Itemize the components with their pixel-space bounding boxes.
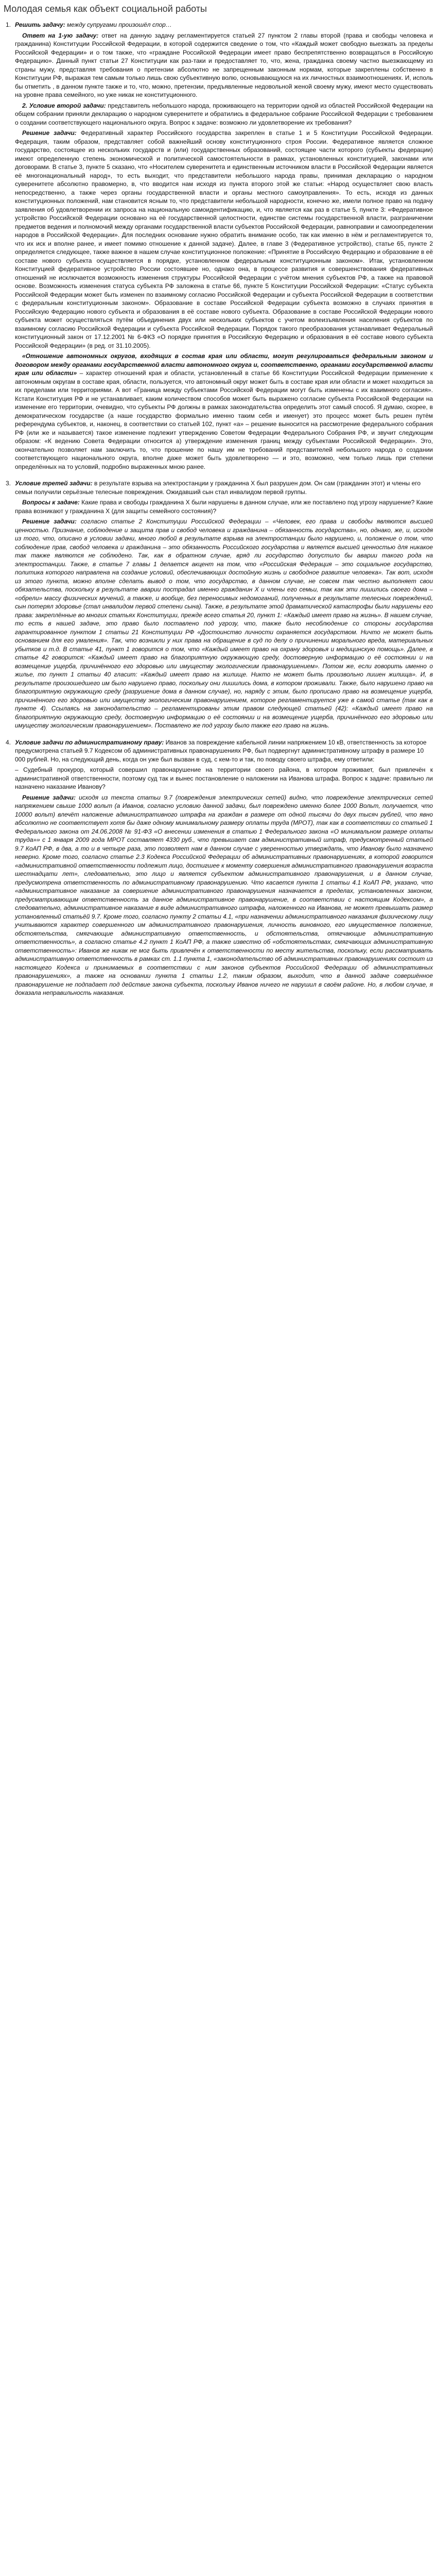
paragraph-lead: Вопросы к задаче: bbox=[22, 499, 80, 506]
paragraph-text: исходя из текста статьи 9.7 (повреждения электрических сетей) видно, что повреждение электрических сетей напряжением свыше 1000 вольт (а Иванов, согласно условию данной задачи, был повреждено именно более 1000 Вольт, получается, что 10000 вольт) влечёт наложение административного штрафа на граждан в размере от одной тысячи до двух тысяч рублей, что явно абсолютно не соответствует хотя бы даже одному минимальному размеру оплаты труда (МРОТ), так как в соответствии со статьей 1 Федерального закона от 24.06.2008 № 91-ФЗ «О внесении изменения в статью 1 Федерального закона «О минимальном размере оплаты труда»» с 1 января 2009 года МРОТ составляет 4330 руб., что превышает сам административный штраф, предусмотренный статьей 9.7 КоАП РФ, в два, а то и в четыре раза, это позволяет нам в данном случае с уверенностью утверждать, что Иванову было назначено неверно. Кроме того, согласно статье 2.3 Кодекса Российской Федерации об административных правонарушениях, в которой говорится «административной ответственности подлежит лицо, достигшее к моменту совершения административного правонарушения возраста шестнадцати лет», следовательно, это лицо и является субъектом административного правонарушения, и в данном случае, предусмотрена ответственность по административному правонарушению. Что касается пункта 1 статьи 4.1 КоАП РФ, указано, что «административное наказание за совершение административного правонарушения назначается в пределах, установленных законом, предусматривающим ответственность за данное административное правонарушение, в соответствии с настоящим Кодексом», а следовательно, административное наказание в виде административного штрафа, наложенного на Иванова, не может превышать размер установленный статьёй 9.7. Кроме того, согласно пункту 2 статьи 4.1, «при назначении административного наказания физическому лицу учитываются характер совершенного им административного правонарушения, личность виновного, его имущественное положение, обстоятельства, смягчающие административную ответственность, и обстоятельства, отягчающие административную ответственность», а согласно статье 4.2 пункт 1 КоАП РФ, а также известно об «обстоятельствах, смягчающих административную ответственность»: Иванов же никак не мог быть привлечён к ответственности по месту жительства, поскольку, если рассматривать административную ответственность в рамках ст. 1.1 пункта 1, «законодательство об административных правонарушениях состоит из настоящего Кодекса и принимаемых в соответствии с ним законов субъектов Российской Федерации об административных правонарушениях», а также на основании пункта 1 статьи 1.2, таким образом, выходит, что в данной задаче совершённое правонарушение не подпадает под действие закона субъекта, поскольку Иванов ничего не нарушил в своём районе. Но, в любом случае, я доказала неправильность наказания. bbox=[15, 793, 433, 996]
task-item-4 bbox=[4, 738, 433, 999]
paragraph-lead: Решение задачи: bbox=[22, 129, 77, 137]
task-statement bbox=[15, 21, 433, 29]
item-number: 1. bbox=[5, 21, 11, 28]
item-body bbox=[15, 479, 433, 732]
item-number: 4. bbox=[5, 738, 11, 746]
paragraph-lead: 2. Условие второй задачи: bbox=[22, 101, 106, 109]
item-number: 3. bbox=[5, 480, 11, 487]
paragraph-text: Какие права и свободы гражданина Х были нарушены в данном случае, или же поставлено под угрозу нарушение? Какие права возникают у гражданина Х (для защиты семейного состояния)? bbox=[15, 499, 433, 515]
item-body bbox=[15, 21, 433, 473]
solution-paragraph bbox=[15, 352, 433, 471]
task-statement bbox=[15, 479, 433, 496]
solution-paragraph bbox=[15, 793, 433, 997]
condition-paragraph bbox=[15, 101, 433, 127]
paragraph-text: – Судебный прокурор, который совершил правонарушение на территории своего района, в котором проживает, был привлечён к административной ответственности, поэтому суд так и вынес постановление о наложении на Иванова штрафа. Вопрос к задаче: правильно ли назначено наказание Иванову? bbox=[15, 766, 433, 790]
task-item-3 bbox=[4, 479, 433, 732]
paragraph-text: представитель небольшого народа, проживающего на территории одной из областей Российской Федерации на общем собрании приняли декларацию о народном суверенитете и обратились в федеральное собрание Российской Федерации с требованием о создании соответствующего национального округа. Вопрос к задаче: возможно ли удовлетворение их требования? bbox=[15, 101, 433, 126]
task-text: в результате взрыва на электростанции у гражданина Х был разрушен дом. Он сам (гражданин этот) и члены его семьи получили серьёзные телесные повреждения. Ожидавший сын стал инвалидом первой группы. bbox=[15, 480, 421, 496]
solution-paragraph bbox=[15, 129, 433, 350]
page-title: Молодая семья как объект социальной работы bbox=[4, 4, 207, 14]
quote-paragraph bbox=[15, 766, 433, 791]
task-label: Условие третей задачи: bbox=[15, 480, 93, 487]
questions-paragraph bbox=[15, 498, 433, 515]
paragraph-lead: Решение задачи: bbox=[22, 518, 77, 525]
answer-paragraph bbox=[15, 31, 433, 99]
paragraph-lead: Ответ на 1-ую задачу: bbox=[22, 31, 99, 39]
item-body bbox=[15, 738, 433, 999]
task-label: Решить задачу: bbox=[15, 21, 65, 28]
paragraph-text: ответ на данную задачу регламентируется статьей 27 пунктом 2 главы второй (права и свободы человека и гражданина) Конституции Российской Федерации, в которой содержится сведение о том, что «Каждый может свободно выезжать за пределы Российской Федерации» и о том также, что «граждане Российской Федерации имеет право беспрепятственно возвращаться в Российскую Федерацию». Данный пункт статьи 27 Конституции как раз-таки и предоставляет то, что, жена, гражданка своему частно выезжающему из страны мужу, представляя требования о претензии абсолютно не запрещенным законным нормам, которые закреплены собственно в Конституции РФ, выражая тем самым только лишь свою субъективную волю, основывающуюся на их личностных взаимоотношениях. И, исполь бы отметить , в данном пункте также и то, что, можно, претензии, предъявленные недовольной женой своему мужу, имеют место существовать на уровне права семейного, но уже никак не конституционного. bbox=[15, 31, 433, 98]
task-label: Условие задачи по административному праву: bbox=[15, 738, 164, 746]
task-statement bbox=[15, 738, 433, 764]
paragraph-text: – характер отношений края и области, установленный в статье 66 Конституции Российской Федерации применение к автономным округам в составе края, области, пользуется, что автономный округ может быть в составе края или области и может находиться за их пределами или территориями. А вот «Граница между субъектами Российской Федерации могут быть изменены с их взаимного согласия». Кстати Конституция РФ и не устанавливает, каким количеством способов может быть выражено согласие субъекта Российской Федерации на изменение его территории, очевидно, что субъекты РФ должны в рамках законодательства определить этот самый способ. Я думаю, скорее, в демократическом государстве (а наше государство формально именно таким себя и именует) это процесс может быть решен путём референдума субъектов, и, наконец, в соответствии со статьей 102, пункт «а» – решение выносится на рассмотрение федерального собрания РФ (или же и называется) такое изменение подлежит утверждению Советом Федерации Федерального Собрания РФ, и звучит следующим образом: «К ведению Совета Федерации относится а) утверждение изменения границ между субъектами Российской Федерации». Это, окончательно позволяет нам заключить то, что прошение по нашу им не требований представителей небольшого народа о создании соответствующего национального округа, вполне даже может быть удовлетворено — и это, возможно, чем только лишь при степени определённых на то условий, подробно выраженных мною ранее. bbox=[15, 369, 433, 470]
paragraph-lead: Решение задачи: bbox=[22, 793, 76, 801]
paragraph-text: Федеративный характер Российского государства закреплен в статье 1 и 5 Конституции Российской Федерации. Федерация, таким образом, представляет собой важнейший основу конституционного строя России. Федеративное является сложное государство, состоящее из нескольких государств и (или) государственных образований, состоящее части которого (субъекты федерации) имеют определенную степень экономической и политической самостоятельности в рамках, установленных конституцией, законами или договорами. В статье 3, пункте 5 сказано, что «Носителем суверенитета и единственным источником власти в Российской Федерации является её многонациональный народ», то есть выходит, что представители небольшого народа правы, принимая декларацию о народном суверенитете абсолютно правомерно, в, что вводится нам исходя из пункта второго этой же статьи: «Народ осуществляет свою власть непосредственно, а также через органы государственной власти и органы местного самоуправления». То есть, исходя из данных конституционных положений, нам становится ясным то, что представители небольшой народности, конечно же, имели полное право на подачу заявления об удовлетворении их запроса на национальную самоидентификацию, и, что является как раз в статье 5, пункте 3: «Федеративное устройство Российской Федерации основано на её государственной целостности, единстве системы государственной власти, разграничении предметов ведения и полномочий между органами государственной власти субъектов Российской Федерации, равноправии и самоопределении народов в Российской Федерации». Для последних основание нужно обратить внимание особо, так как именно в нём и регламентируется то, что их иск и вполне ранее, и имеет помимо отношение к данной задаче). Далее, в главе 3 (Федеративное устройство), статье 65, пункте 2 определяется следующее, также важное в нашем случае конституционное положение: «Принятие в Российскую Федерацию и образование в её составе нового субъекта осуществляется в порядке, установленном федеральным конституционным законом». Итак, установленном Конституцией федеративное устройство России состоявшее но, однако она, в процессе развития и совершенствования федеративных отношений не исключается возможность изменения структуры Российской Федерации с учётом мнения субъектов РФ, а также на правовой основе. Возможность изменения статуса субъекта РФ заложена в статье 66, пункте 5 Конституции Российской Федерации: «Статус субъекта Российской Федерации может быть изменен по взаимному согласию Российской Федерации и субъекта Российской Федерации в соответствии с федеральным конституционным законом». Образование в составе Российской Федерации субъекта возможно в случаях принятия в Российскую Федерацию нового субъекта и образования в её составе нового субъекта. Образование в составе Российской Федерации нового субъекта может осуществляться путём объединения двух или нескольких субъектов с учетом волеизъявления населения субъектов по взаимному согласию Российской Федерации и субъекта Российской Федерации. Порядок такого преобразования устанавливает Федеральный конституционный закон от 17.12.2001 № 6-ФКЗ «О порядке принятия в Российскую Федерацию и образования в её составе нового субъекта Российской Федерации» (в ред. от 31.10.2005). bbox=[15, 129, 433, 349]
task-text: Иванов за повреждение кабельной линии напряжением 10 кВ, ответственность за которое предусмотрена статьей 9.7 Кодексом об административных правонарушениях РФ, был подвергнут административному штрафу в размере 10 000 рублей. Но, на следующий день, когда он уже был вызван в суд, с кем-то и так, по поводу своего штрафа, ему ответили: bbox=[15, 738, 427, 763]
solution-paragraph bbox=[15, 517, 433, 730]
page bbox=[0, 0, 436, 1007]
paragraph-text: согласно статье 2 Конституции Российской Федерации – «Человек, его права и свободы являются высшей ценностью. Признание, соблюдение и защита прав и свобод человека и гражданина – обязанность государства», но, однако, же, и, исходя из того, что, описано в условии задачи, много любой в результате взрыва на электростанции было нарушено, и, положение о том, что соблюдение прав, свобод человека и гражданина – это обязанность Российского государства и является высшей ценностью для никакое так также являются не соблюдено. Так, как в обратном случае, вряд ли государство допустило бы аварии такого рода на электростанции. Также, в статье 7 главы 1 делается акцент на том, что «Российская Федерация – это социальное государство, политика которого направлена на создание условий, обеспечивающих достойную жизнь и свободное развитие человека». Так вот, исходя из этого пункта, можно вполне сделать вывод о том, что государство, в данном случае, не совсем так честно выполняет свои обязательства, поскольку в результате аварии пострадал именно гражданин Х и члены его семьи, так как эти лишились своего дома – «обрели» массу физических мучений, а также, и вообще, без переносимых недомоганий, полученных в результате телесных повреждений, сын потерял здоровье (стал инвалидом первой степени сына). Также, в результате этой драматической катастрофы были нарушены его права: закреплённые во многих статьях Конституции, прежде всего статья 20, пункт 1: «Каждый имеет право на жизнь». В нашем случае, то есть в нашей задаче, это право было поставлено под угрозу, что, также было несоблюдение со стороны государства гарантированное пунктом 1 статьи 21 Конституции РФ «Достоинство личности охраняется государством. Ничто не может быть основанием для его умаления». Так, что возникли у них права на обращение в суд по делу о причинении морального вреда, материальных убытков и т.д. В статье 41, пункт 1 говорится о том, что «Каждый имеет право на охрану здоровья и медицинскую помощь». Далее, в статье 42 говорится: «Каждый имеет право на благоприятную окружающую среду, достоверную информацию о её состоянии и на возмещение ущерба, причинённого его здоровью или имуществу экологическим правонарушением». Потом же, если говорить именно о жилье, то пункт 1 статьи 40 гласит: «Каждый имеет право на жилище. Никто не может быть произвольно лишен жилища». И, в результате произошедшего им было нарушено право, поскольку они лишились дома, в котором проживали. Также, было нарушено право на благоприятную окружающую среду (разрушение дома в данном случае), но, наряду с этим, было прописано право на возмещение ущерба, причинённого его здоровью или имуществу экологическим правонарушением, которое регламентируется уже в самой статье (так как в пункте 4). Ссылаясь на законодательство – регламентированы этим правом следующей статьей (42): «Каждый имеет право на благоприятную окружающую среду, достоверную информацию о её состоянии и на возмещение ущерба, причинённого его здоровью или имуществу экологическим правонарушением». Поставлено же под угрозу было также его право на жизнь. bbox=[15, 518, 433, 729]
paragraph-lead: «Отношение автономных округов, входящих в состав края или области, могут регулироваться федеральным законом и договором между органами государственной власти автономного округа и, соответственно, органами государственной власти края или области» bbox=[15, 352, 433, 377]
task-text: между супругами произошёл спор… bbox=[65, 21, 172, 28]
task-item-1 bbox=[4, 21, 433, 473]
